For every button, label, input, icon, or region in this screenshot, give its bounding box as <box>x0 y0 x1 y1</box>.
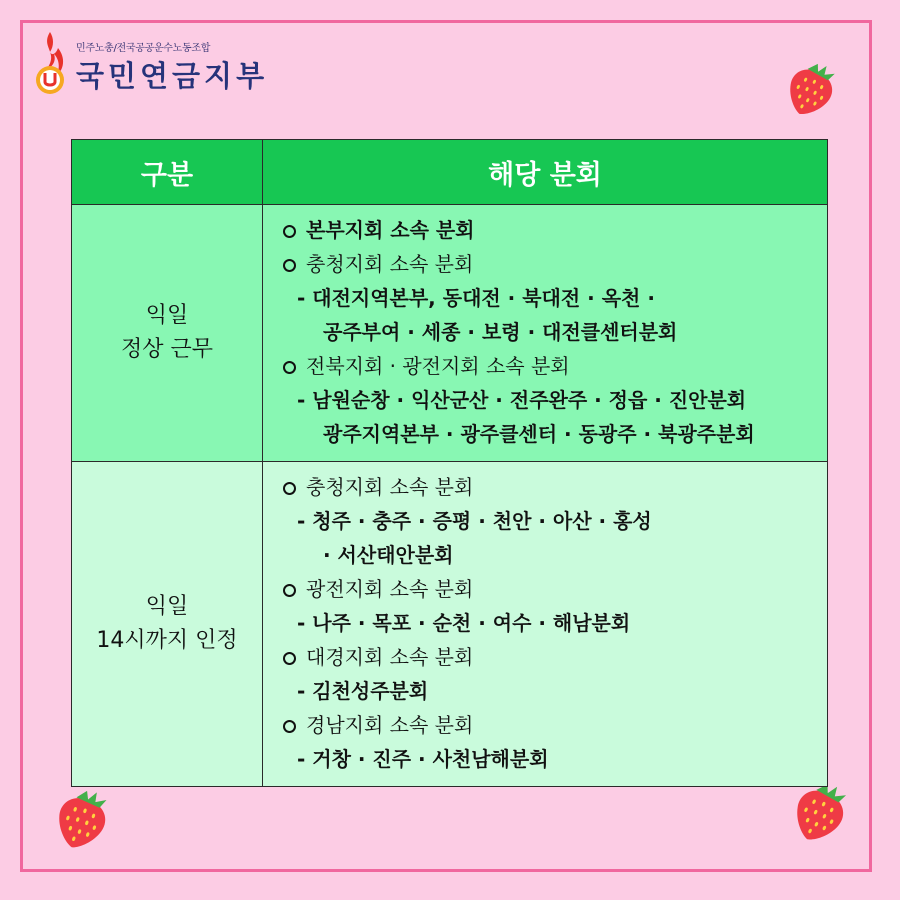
strawberry-icon <box>48 785 116 853</box>
list-item <box>283 315 827 349</box>
list-item <box>283 674 827 708</box>
table-row <box>72 462 828 787</box>
union-logo-icon <box>30 30 70 100</box>
org-subtitle: 민주노총/전국공공운수노동조합 <box>76 43 211 54</box>
strawberry-icon <box>786 778 854 846</box>
row-branch-list <box>263 205 828 462</box>
list-item-text: - 나주 · 목포 · 순천 · 여수 · 해남분회 <box>297 611 631 635</box>
list-item <box>283 572 827 606</box>
list-item-text: · 서산태안분회 <box>323 543 454 567</box>
list-item <box>283 213 827 247</box>
list-item <box>283 708 827 742</box>
list-item-text: 대경지회 소속 분회 <box>306 645 474 669</box>
category-line: 익일 <box>145 303 189 328</box>
row-category <box>72 462 263 787</box>
table-row <box>72 205 828 462</box>
row-category <box>72 205 263 462</box>
list-item-text: 공주부여 · 세종 · 보령 · 대전클센터분회 <box>323 320 678 344</box>
list-item-text: 본부지회 소속 분회 <box>306 218 475 242</box>
list-item-text: - 남원순창 · 익산군산 · 전주완주 · 정읍 · 진안분회 <box>297 388 747 412</box>
org-title: 국민연금지부 <box>76 59 269 93</box>
list-item-text: 경남지회 소속 분회 <box>306 713 474 737</box>
list-item <box>283 504 827 538</box>
circle-bullet-icon <box>283 652 296 665</box>
list-item-text: 전북지회 · 광전지회 소속 분회 <box>306 354 570 378</box>
list-item <box>283 281 827 315</box>
list-item <box>283 247 827 281</box>
circle-bullet-icon <box>283 482 296 495</box>
union-logo <box>30 30 268 100</box>
branch-table <box>71 139 828 787</box>
category-line: 14시까지 인정 <box>96 628 238 653</box>
list-item-text: - 청주 · 충주 · 증평 · 천안 · 아산 · 홍성 <box>297 509 652 533</box>
list-item-text: 충청지회 소속 분회 <box>306 252 474 276</box>
list-item <box>283 538 827 572</box>
list-item <box>283 383 827 417</box>
list-item-text: - 김천성주분회 <box>297 679 429 703</box>
circle-bullet-icon <box>283 259 296 272</box>
header-branches: 해당 분회 <box>263 140 828 205</box>
list-item-text: - 대전지역본부, 동대전 · 북대전 · 옥천 · <box>297 286 655 310</box>
list-item <box>283 640 827 674</box>
circle-bullet-icon <box>283 225 296 238</box>
list-item-text: 광전지회 소속 분회 <box>306 577 474 601</box>
header-category: 구분 <box>72 140 263 205</box>
list-item <box>283 606 827 640</box>
circle-bullet-icon <box>283 720 296 733</box>
strawberry-icon <box>780 58 842 120</box>
category-line: 정상 근무 <box>120 337 213 362</box>
category-line: 익일 <box>145 594 189 619</box>
list-item <box>283 349 827 383</box>
list-item-text: 충청지회 소속 분회 <box>306 475 474 499</box>
circle-bullet-icon <box>283 361 296 374</box>
list-item-text: - 거창 · 진주 · 사천남해분회 <box>297 747 549 771</box>
list-item <box>283 470 827 504</box>
list-item-text: 광주지역본부 · 광주클센터 · 동광주 · 북광주분회 <box>323 422 755 446</box>
list-item <box>283 742 827 776</box>
table-header-row <box>72 140 828 205</box>
row-branch-list <box>263 462 828 787</box>
circle-bullet-icon <box>283 584 296 597</box>
list-item <box>283 417 827 451</box>
